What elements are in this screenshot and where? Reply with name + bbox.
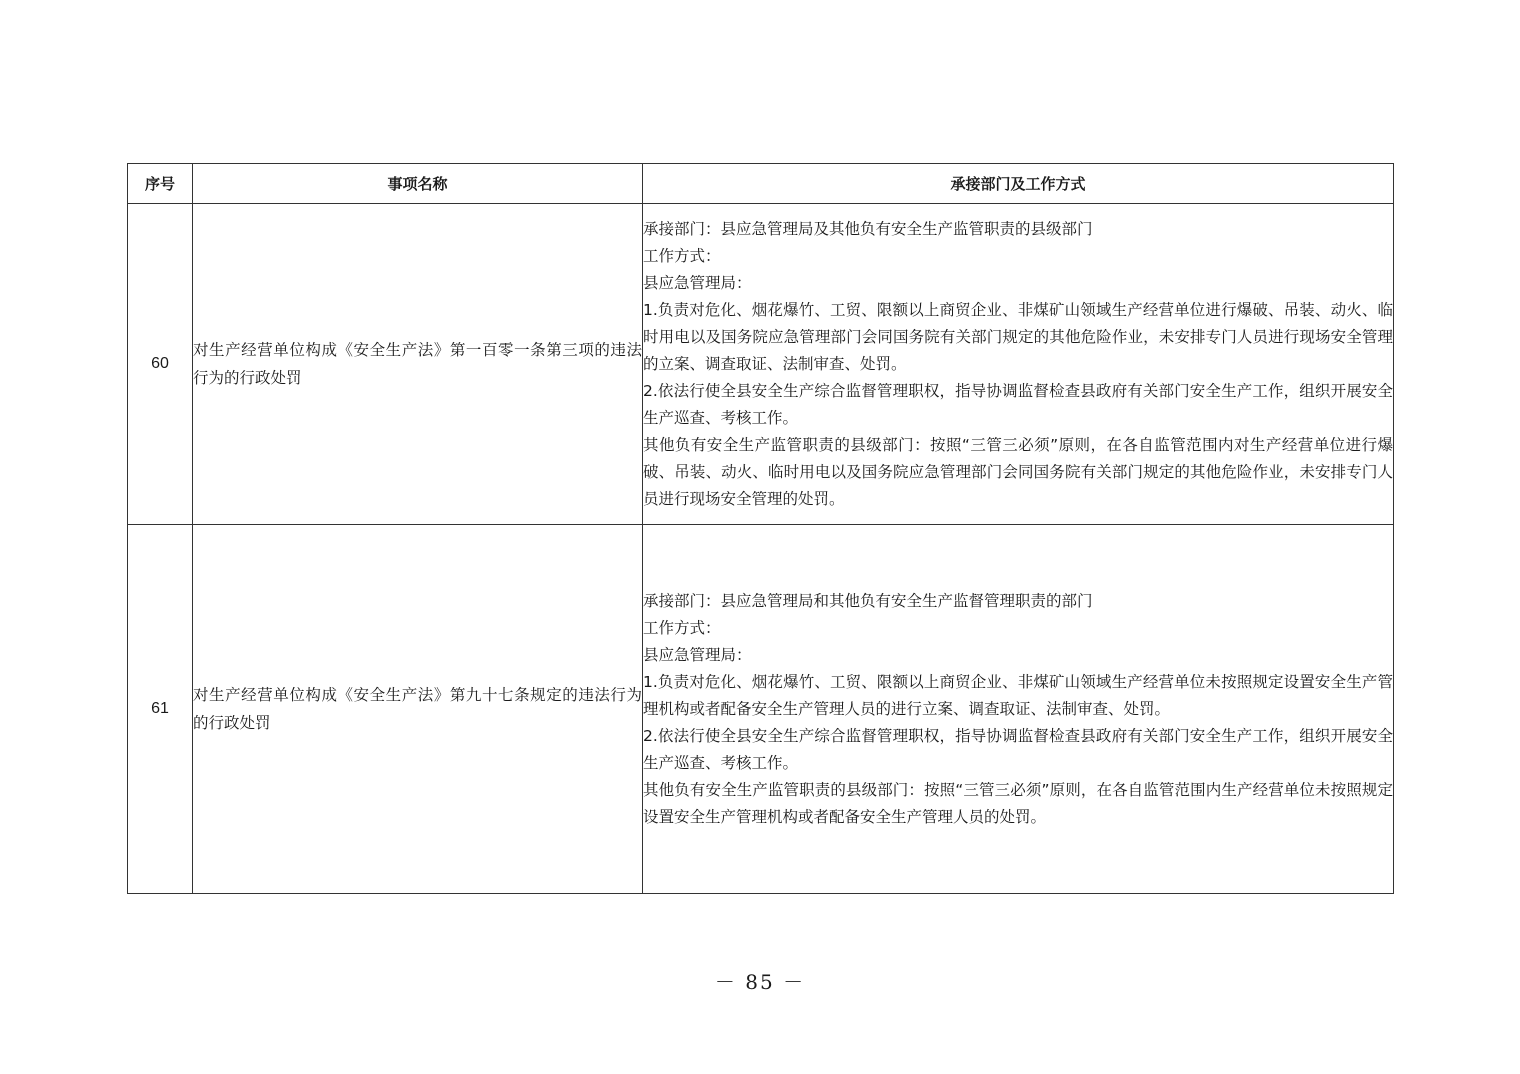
- header-row: [128, 164, 1394, 204]
- work-line: 2.依法行使全县安全生产综合监督管理职权，指导协调监督检查县政府有关部门安全生产工作，组织开展安全生产巡查、考核工作。: [643, 381, 1393, 427]
- row-department-method: [643, 525, 1394, 894]
- header-item-name: 事项名称: [193, 164, 643, 204]
- row-serial: 61: [128, 525, 193, 894]
- work-line: 其他负有安全生产监管职责的县级部门：按照“三管三必须”原则，在各自监管范围内生产经营单位未按照规定设置安全生产管理机构或者配备安全生产管理人员的处罚。: [643, 780, 1393, 826]
- page-number: － 85 －: [714, 970, 806, 994]
- work-line: 承接部门：县应急管理局和其他负有安全生产监督管理职责的部门: [643, 591, 1093, 610]
- matters-table: [127, 163, 1394, 894]
- row-serial: 60: [128, 204, 193, 525]
- header-serial: 序号: [128, 164, 193, 204]
- work-line: 承接部门：县应急管理局及其他负有安全生产监管职责的县级部门: [643, 219, 1093, 238]
- work-line: 1.负责对危化、烟花爆竹、工贸、限额以上商贸企业、非煤矿山领域生产经营单位未按照规定设置安全生产管理机构或者配备安全生产管理人员的进行立案、调查取证、法制审查、处罚。: [643, 672, 1393, 718]
- header-department-method: 承接部门及工作方式: [643, 164, 1394, 204]
- table-row: [128, 525, 1394, 894]
- work-line: 县应急管理局：: [643, 645, 752, 664]
- work-line: 县应急管理局：: [643, 273, 752, 292]
- work-line: 其他负有安全生产监管职责的县级部门：按照“三管三必须”原则，在各自监管范围内对生产经营单位进行爆破、吊装、动火、临时用电以及国务院应急管理部门会同国务院有关部门规定的其他危险作业，未安排专门人员进行现场安全管理的处罚。: [643, 435, 1393, 508]
- row-item-name: 对生产经营单位构成《安全生产法》第一百零一条第三项的违法行为的行政处罚: [193, 204, 643, 525]
- table-row: [128, 204, 1394, 525]
- row-department-method: [643, 204, 1394, 525]
- row-item-name: 对生产经营单位构成《安全生产法》第九十七条规定的违法行为的行政处罚: [193, 525, 643, 894]
- work-line: 工作方式：: [643, 246, 721, 265]
- work-line: 1.负责对危化、烟花爆竹、工贸、限额以上商贸企业、非煤矿山领域生产经营单位进行爆破、吊装、动火、临时用电以及国务院应急管理部门会同国务院有关部门规定的其他危险作业，未安排专门人员进行现场安全管理的立案、调查取证、法制审查、处罚。: [643, 300, 1393, 373]
- work-line: 2.依法行使全县安全生产综合监督管理职权，指导协调监督检查县政府有关部门安全生产工作，组织开展安全生产巡查、考核工作。: [643, 726, 1393, 772]
- work-line: 工作方式：: [643, 618, 721, 637]
